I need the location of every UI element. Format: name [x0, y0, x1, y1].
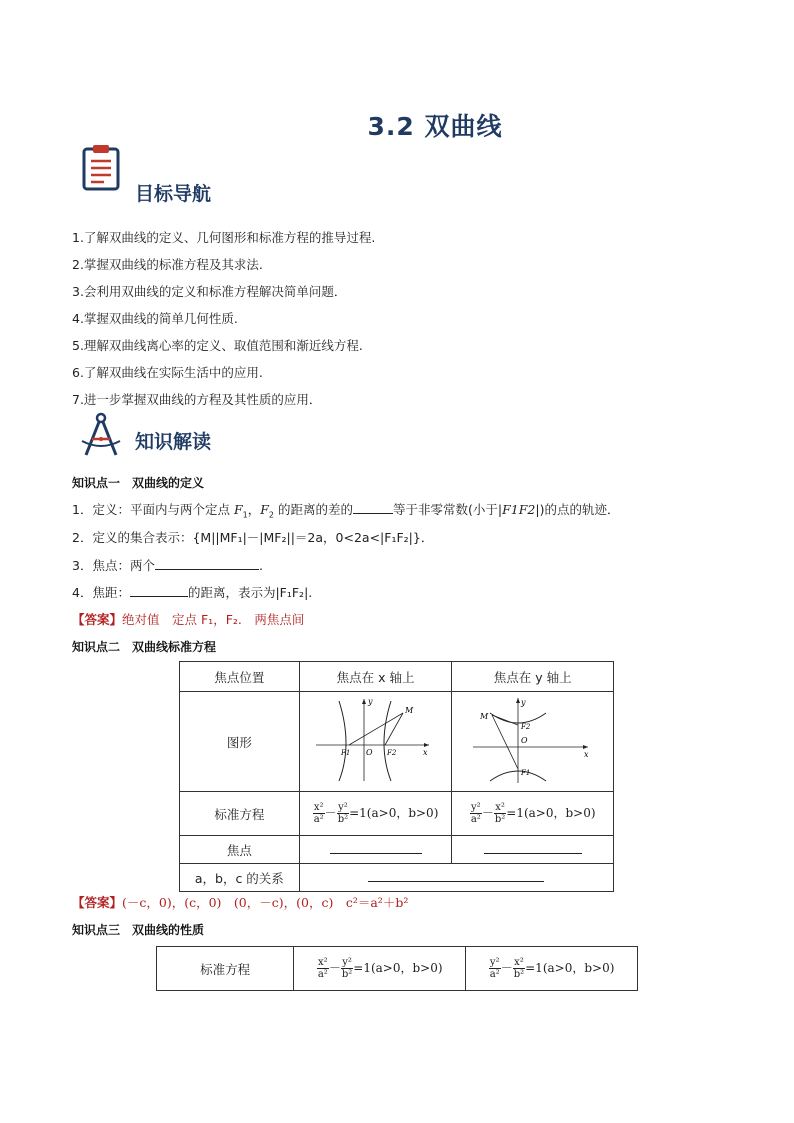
kp3-heading: 知识点三 双曲线的性质 [72, 923, 205, 937]
properties-table [156, 946, 638, 991]
clipboard-icon [80, 143, 124, 193]
focus-x-blank [299, 836, 452, 864]
row-label-relation: a，b，c 的关系 [180, 864, 300, 892]
fig-x-label-f2: F2 [386, 749, 396, 757]
focus-y-blank [452, 836, 614, 864]
goal-item: 4.掌握双曲线的简单几何性质. [72, 311, 238, 326]
fig-y-label-x: x [583, 750, 589, 759]
kp1-answer: 【答案】绝对值 定点 F₁，F₂. 两焦点间 [72, 612, 305, 627]
fig-x-label-x: x [422, 748, 428, 757]
goal-item: 5.理解双曲线离心率的定义、取值范围和渐近线方程. [72, 338, 363, 353]
fig-y-label-o: O [520, 736, 528, 745]
equation-x-cell: $\frac{\text{x²}}{\text{a²}}$ － $\frac{\text{y²}}{\text{b²}}$ =1(a>0，b>0) [299, 792, 452, 836]
section-heading-knowledge: 知识解读 [135, 431, 212, 453]
header-focus-position: 焦点位置 [180, 662, 300, 692]
header-x-axis: 焦点在 x 轴上 [299, 662, 452, 692]
kp1-heading: 知识点一 双曲线的定义 [72, 476, 205, 490]
header-y-axis: 焦点在 y 轴上 [452, 662, 614, 692]
y-axis-hyperbola-figure [468, 695, 598, 785]
compass-icon [78, 411, 124, 459]
fig-x-label-o: O [365, 748, 373, 757]
row-label-equation: 标准方程 [180, 792, 300, 836]
fig-y-label-m: M [479, 712, 488, 721]
equation-x-cell: $\frac{\text{x²}}{\text{a²}}$ － $\frac{\text{y²}}{\text{b²}}$ =1(a>0，b>0) [294, 947, 466, 991]
goal-item: 1.了解双曲线的定义、几何图形和标准方程的推导过程. [72, 230, 376, 245]
fig-x-label-y: y [367, 697, 373, 706]
kp1-set-definition: 2．定义的集合表示：{M||MF₁|－|MF₂||＝2a，0<2a<|F₁F₂|}． [72, 530, 434, 545]
kp2-answer: 【答案】(－c，0)，(c，0) (0，－c)，(0，c) c²＝a²＋b² [72, 895, 409, 910]
section-heading-goals: 目标导航 [135, 183, 212, 205]
fig-y-label-f1: F1 [520, 769, 530, 777]
goal-item: 6.了解双曲线在实际生活中的应用. [72, 365, 263, 380]
row-label-equation: 标准方程 [157, 947, 294, 991]
goal-item: 3.会利用双曲线的定义和标准方程解决简单问题． [72, 284, 347, 299]
fig-y-label-y: y [520, 698, 526, 707]
standard-equation-table [179, 661, 614, 892]
fig-y-label-f2: F2 [520, 723, 530, 731]
kp1-definition: 1．定义：平面内与两个定点 $F_1$，$F_2$ 的距离的差的 等于非零常数(小于|F1F2|)的点的轨迹． [72, 502, 620, 520]
fig-x-label-m: M [404, 706, 413, 715]
goal-item: 2.掌握双曲线的标准方程及其求法. [72, 257, 263, 272]
kp2-heading: 知识点二 双曲线标准方程 [72, 640, 217, 654]
relation-blank [299, 864, 613, 892]
kp1-focal-distance: 4．焦距： 的距离，表示为|F₁F₂|. [72, 585, 313, 600]
figure-x-hyperbola-cell [299, 692, 452, 792]
row-label-shape: 图形 [180, 692, 300, 792]
row-label-focus: 焦点 [180, 836, 300, 864]
fig-x-label-f1: F1 [340, 749, 350, 757]
goal-item: 7.进一步掌握双曲线的方程及其性质的应用． [72, 392, 322, 407]
kp1-foci: 3．焦点：两个 . [72, 558, 263, 573]
equation-y-cell: $\frac{\text{y²}}{\text{a²}}$ － $\frac{\text{x²}}{\text{b²}}$ =1(a>0，b>0) [452, 792, 614, 836]
page-title: 3.2 双曲线 [367, 112, 503, 141]
equation-y-cell: $\frac{\text{y²}}{\text{a²}}$ － $\frac{\text{x²}}{\text{b²}}$ =1(a>0，b>0) [466, 947, 638, 991]
figure-y-hyperbola-cell [452, 692, 614, 792]
x-axis-hyperbola-figure [311, 695, 441, 785]
